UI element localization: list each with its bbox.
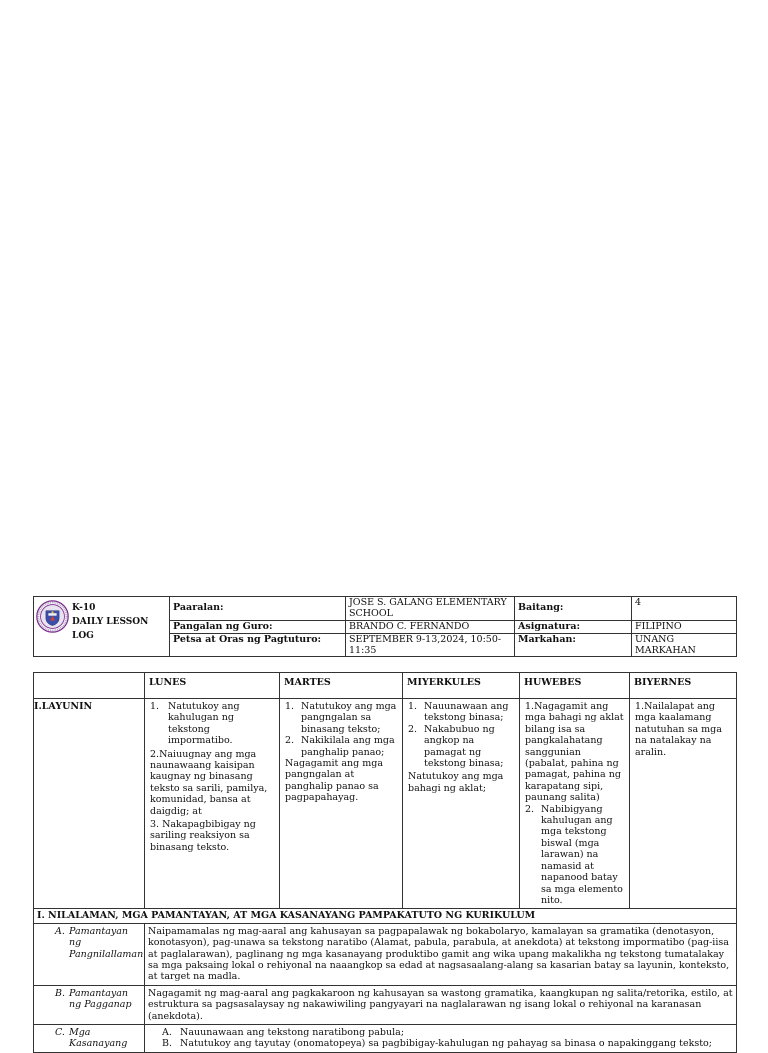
logo-cell <box>34 597 170 657</box>
day-lunes: LUNES <box>145 673 280 699</box>
header-table <box>33 596 737 657</box>
grade-label: Baitang: <box>515 597 632 621</box>
quarter-value: UNANG MARKAHAN <box>632 634 737 657</box>
kasanayan-item-a: A. Nauunawaan ang tekstong naratibong pabula; <box>162 1026 405 1038</box>
lunes-item-2: 2.Naiuugnay ang mga naunawaang kaisipan kaugnay ng binasang teksto sa sarili, pamilya, komunidad, bansa at daigdig; at <box>150 748 268 817</box>
lunes-item-3: 3. Nakapagbibigay ng sariling reaksiyon sa binasang teksto. <box>150 819 256 853</box>
martes-objectives <box>280 699 403 909</box>
pamantayan-a-label: A. Pamantayan ng Pangnilallaman <box>55 925 144 960</box>
log-title: DAILY LESSON LOG <box>72 617 149 641</box>
biyernes-item-1: 1.Nailalapat ang mga kaalamang natutuhan sa mga na natalakay na aralin. <box>635 701 722 758</box>
kasanayan-label: C. Mga Kasanayang <box>55 1026 128 1050</box>
quarter-label: Markahan: <box>515 634 632 657</box>
pamantayan-b-label-cell <box>34 985 145 1024</box>
day-huwebes: HUWEBES <box>520 673 630 699</box>
kasanayan-item-b: B. Natutukoy ang tayutay (onomatopeya) sa pagbibigay-kahulugan ng pahayag sa binasa o napakinggang teksto; <box>162 1038 712 1050</box>
huwebes-objectives <box>520 699 630 909</box>
date-label: Petsa at Oras ng Pagtuturo: <box>170 634 346 657</box>
section-2-row <box>34 909 737 923</box>
day-header-row <box>34 673 737 699</box>
martes-item-1: 1. Natutukoy ang mga pangngalan sa binasang teksto; <box>285 701 397 735</box>
school-label: Paaralan: <box>170 597 346 621</box>
kasanayan-list <box>145 1024 737 1052</box>
kasanayan-row <box>34 1024 737 1052</box>
martes-item-2: 2. Nakikilala ang mga panghalip panao; <box>285 735 395 758</box>
miyerkules-item-1: 1. Nauunawaan ang tekstong binasa; <box>408 701 509 724</box>
deped-seal-logo <box>36 600 69 633</box>
day-miyerkules: MIYERKULES <box>403 673 520 699</box>
pamantayan-b-text: Nagagamit ng mag-aaral ang pagkakaroon ng kahusayan sa wastong gramatika, kaangkupan ng salita/retorika, estilo, at estruktura sa pagsasalaysay ng nakawiwiling pangyayari na naglalarawan ng isang lokal o rehiyonal na karanasan (anekdota). <box>145 985 737 1024</box>
section-2-title: I. NILALAMAN, MGA PAMANTAYAN, AT MGA KASANAYANG PAMPAKATUTO NG KURIKULUM <box>34 909 737 923</box>
corner-cell <box>34 673 145 699</box>
huwebes-item-2: 2. Nabibigyang kahulugan ang mga tekstong biswal (mga larawan) na namasid at napanood batay sa mga elemento nito. <box>525 803 623 906</box>
kasanayan-label-cell <box>34 1024 145 1052</box>
martes-item-3: Nagagamit ang mga pangngalan at panghalip panao sa pagpapahayag. <box>285 758 383 804</box>
subject-value: FILIPINO <box>632 621 737 634</box>
pamantayan-b-label: B. Pamantayan ng Pagganap <box>55 987 132 1011</box>
date-value: SEPTEMBER 9-13,2024, 10:50-11:35 <box>346 634 515 657</box>
layunin-row <box>34 699 737 909</box>
teacher-label: Pangalan ng Guro: <box>170 621 346 634</box>
layunin-label: I.LAYUNIN <box>34 699 145 909</box>
day-martes: MARTES <box>280 673 403 699</box>
grade-value: 4 <box>632 597 737 621</box>
huwebes-item-1: 1.Nagagamit ang mga bahagi ng aklat bilang isa sa pangkalahatang sanggunian (pabalat, pahina ng pamagat, pahina ng karapatang sipi, paunang salita) <box>525 701 624 804</box>
pamantayan-a-text: Naipamamalas ng mag-aaral ang kahusayan sa pagpapalawak ng bokabolaryo, kamalayan sa gramatika (denotasyon, konotasyon), pag-unawa sa tekstong naratibo (Alamat, pabula, parabula, at anekdota) at tekstong impormatibo (pag-iisa at paglalarawan), paglinang ng mga kasanayang produktibo gamit ang wika upang makalikha ng tekstong tumatalakay sa mga paksaing lokal o rehiyonal na naaangkop sa edad at nagsasaalang-alang sa kasarian batay sa layunin, konteksto, at target na madla. <box>145 923 737 985</box>
biyernes-objectives <box>630 699 737 909</box>
lesson-table <box>33 672 737 1053</box>
pamantayan-a-row <box>34 923 737 985</box>
miyerkules-objectives <box>403 699 520 909</box>
lunes-item-1: 1. Natutukoy ang kahulugan ng tekstong impormatibo. <box>150 701 240 747</box>
school-value: JOSE S. GALANG ELEMENTARY SCHOOL <box>346 597 515 621</box>
grade-code: K-10 <box>72 603 96 613</box>
pamantayan-b-row <box>34 985 737 1024</box>
day-biyernes: BIYERNES <box>630 673 737 699</box>
miyerkules-item-2: 2. Nakabubuo ng angkop na pamagat ng tekstong binasa; <box>408 723 504 770</box>
subject-label: Asignatura: <box>515 621 632 634</box>
teacher-value: BRANDO C. FERNANDO <box>346 621 515 634</box>
lunes-objectives <box>145 699 280 909</box>
miyerkules-item-3: Natutukoy ang mga bahagi ng aklat; <box>408 771 504 794</box>
pamantayan-a-label-cell <box>34 923 145 985</box>
